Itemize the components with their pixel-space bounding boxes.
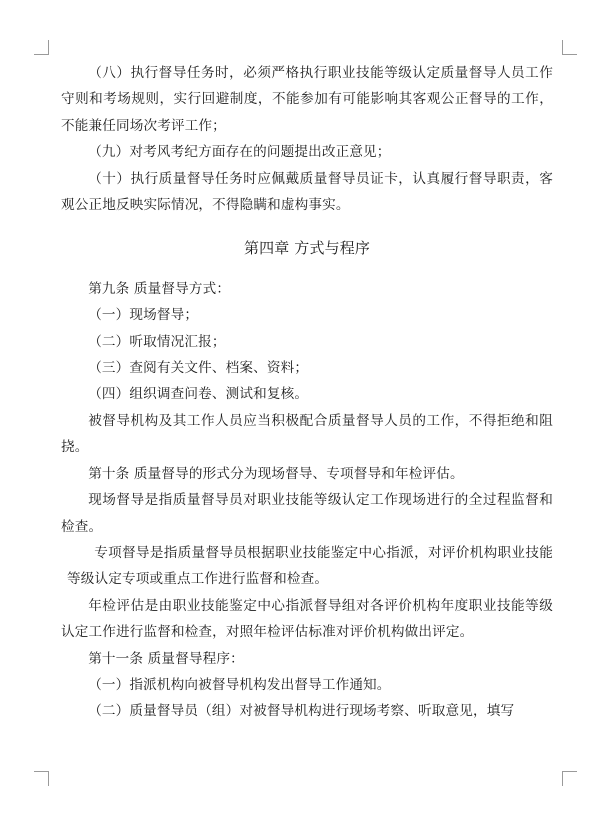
- paragraph-cooperation: 被督导机构及其工作人员应当积极配合质量督导人员的工作，不得拒绝和阻挠。: [61, 412, 553, 456]
- crop-mark-bottom-left: [34, 771, 49, 786]
- list-item-1: （一）现场督导；: [88, 307, 199, 324]
- paragraph-onsite-supervision: 现场督导是指质量督导员对职业技能等级认定工作现场进行的全过程监督和检查。: [61, 492, 553, 535]
- crop-mark-top-left: [34, 40, 49, 55]
- procedure-item-1: （一）指派机构向被督导机构发出督导工作通知。: [88, 676, 391, 693]
- chapter-heading: 第四章 方式与程序: [243, 239, 371, 258]
- paragraph-clause-10: （十）执行质量督导任务时应佩戴质量督导员证卡，认真履行督导职责，客观公正地反映实际情况，不得隐瞒和虚构事实。: [61, 170, 553, 214]
- document-body: [61, 60, 553, 725]
- list-item-2: （二）听取情况汇报；: [88, 333, 226, 350]
- paragraph-special-supervision: 专项督导是指质量督导员根据职业技能鉴定中心指派，对评价机构职业技能等级认定专项或重点工作进行监督和检查。: [67, 544, 553, 588]
- paragraph-clause-8: （八）执行督导任务时，必须严格执行职业技能等级认定质量督导人员工作守则和考场规则，实行回避制度，不能参加有可能影响其客观公正督导的工作，不能兼任同场次考评工作；: [61, 65, 553, 134]
- paragraph-clause-9: （九）对考风考纪方面存在的问题提出改正意见；: [88, 144, 391, 161]
- article-11-heading: 第十一条 质量督导程序：: [88, 650, 244, 667]
- list-item-4: （四）组织调查问卷、测试和复核。: [88, 386, 309, 403]
- article-9-heading: 第九条 质量督导方式：: [88, 280, 231, 297]
- list-item-3: （三）查阅有关文件、档案、资料；: [88, 360, 309, 377]
- paragraph-annual-evaluation: 年检评估是由职业技能鉴定中心指派督导组对各评价机构年度职业技能等级认定工作进行监督和检查，对照年检评估标准对评价机构做出评定。: [61, 597, 553, 641]
- procedure-item-2: （二）质量督导员（组）对被督导机构进行现场考察、听取意见，填写: [88, 703, 515, 720]
- article-10-heading: 第十条 质量督导的形式分为现场督导、专项督导和年检评估。: [88, 465, 464, 482]
- crop-mark-top-right: [562, 40, 577, 55]
- crop-mark-bottom-right: [562, 771, 577, 786]
